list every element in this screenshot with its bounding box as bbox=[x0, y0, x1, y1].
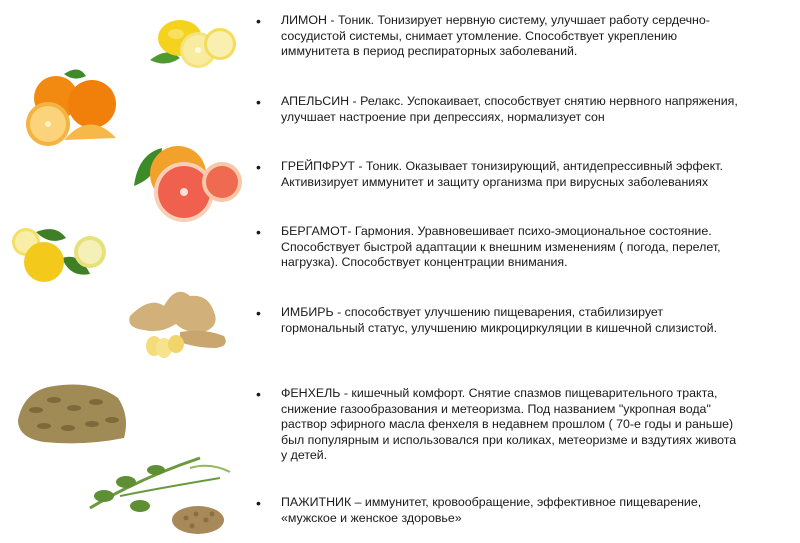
fennel-illustration bbox=[14, 380, 130, 446]
item-text-bergamot: БЕРГАМОТ- Гармония. Уравновешивает психо-эмоциональное состояние. Способствует быстрой адаптации к внешним изменениям ( погода, перелет, нагрузка). Способствует концентрации внимания. bbox=[281, 224, 721, 270]
item-text-ginger: ИМБИРЬ - способствует улучшению пищеварения, стабилизирует гормональный статус, улучшению микроциркуляции в кишечной слизистой. bbox=[281, 305, 718, 335]
bullet: • bbox=[256, 495, 261, 511]
list-item-fennel bbox=[256, 386, 786, 464]
fenugreek-plant-icon bbox=[80, 448, 240, 538]
list-item-orange bbox=[256, 94, 786, 125]
ginger-root-icon bbox=[120, 276, 238, 362]
orange-illustration bbox=[24, 64, 124, 150]
lemon-icon bbox=[140, 12, 240, 74]
bergamot-icon bbox=[6, 224, 110, 286]
bullet: • bbox=[256, 386, 261, 402]
item-text-orange: АПЕЛЬСИН - Релакс. Успокаивает, способствует снятию нервного напряжения, улучшает настроение при депрессиях, нормализует сон bbox=[281, 94, 738, 124]
bullet: • bbox=[256, 224, 261, 240]
item-text-grapefruit: ГРЕЙПФРУТ - Тоник. Оказывает тонизирующий, антидепрессивный эффект. Активизирует иммунитет и защиту организма при вирусных заболеваниях bbox=[281, 159, 723, 189]
bullet: • bbox=[256, 94, 261, 110]
fenugreek-illustration bbox=[80, 448, 240, 538]
list-item-fenugreek bbox=[256, 495, 786, 526]
grapefruit-illustration bbox=[120, 140, 250, 228]
list-item-lemon bbox=[256, 13, 786, 60]
item-text-lemon: ЛИМОН - Тоник. Тонизирует нервную систему, улучшает работу сердечно- сосудистой системы, снимает утомление. Способствует укреплению иммунитета в период респираторных заболеваний. bbox=[281, 13, 710, 59]
fennel-seeds-icon bbox=[14, 380, 130, 446]
bergamot-illustration bbox=[6, 224, 110, 286]
grapefruit-icon bbox=[120, 140, 250, 228]
ginger-illustration bbox=[120, 276, 238, 362]
item-text-fennel: ФЕНХЕЛЬ - кишечный комфорт. Снятие спазмов пищеварительного тракта, снижение газообразования и метеоризма. Под названием "укропная вода" раствор эфирного масла фенхеля в недавнем прошлом ( 70-е годы и раньше) был популярным и использовался при коликах, метеоризме и вздутиях живота у детей. bbox=[281, 386, 737, 463]
list-item-grapefruit bbox=[256, 159, 786, 190]
list-item-bergamot bbox=[256, 224, 786, 271]
bullet: • bbox=[256, 13, 261, 29]
bullet: • bbox=[256, 159, 261, 175]
list-item-ginger bbox=[256, 305, 786, 336]
bullet: • bbox=[256, 305, 261, 321]
item-text-fenugreek: ПАЖИТНИК – иммунитет, кровообращение, эффективное пищеварение, «мужское и женское здоровье» bbox=[281, 495, 702, 525]
lemon-illustration bbox=[140, 12, 240, 74]
orange-icon bbox=[24, 64, 124, 150]
